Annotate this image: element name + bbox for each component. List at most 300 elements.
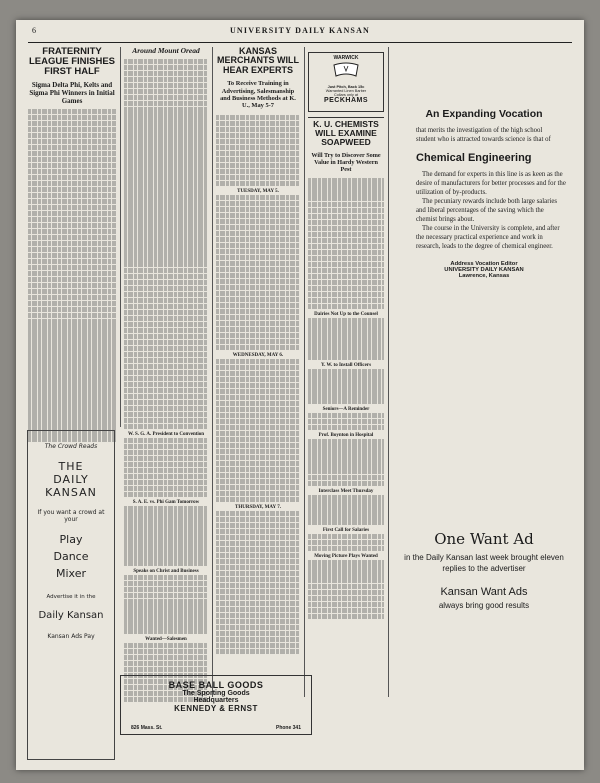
ad-base-line: Headquarters [193, 697, 239, 704]
schedule-day: TUESDAY, MAY 5. [237, 188, 279, 194]
text-line [28, 366, 116, 371]
text-line [216, 315, 300, 320]
ad-peckhams-line: WARWICK [333, 55, 359, 61]
deck-fraternity: Sigma Delta Phi, Kelts and Sigma Phi Winners in Initial Games [29, 80, 115, 105]
text-line [216, 583, 300, 588]
text-line [308, 274, 384, 279]
text-line [216, 377, 300, 382]
text-line [308, 608, 384, 613]
text-line [124, 136, 208, 141]
text-line [124, 71, 208, 76]
text-line [308, 286, 384, 291]
text-line [28, 151, 116, 156]
text-line [28, 354, 116, 359]
text-line [28, 348, 116, 353]
text-line [124, 166, 208, 171]
text-line [216, 643, 300, 648]
text-line [308, 614, 384, 619]
text-line [124, 480, 208, 485]
text-line [216, 637, 300, 642]
text-line [308, 457, 384, 462]
column-3 [216, 47, 300, 702]
text-line [308, 324, 384, 329]
text-line [124, 83, 208, 88]
text-line [308, 202, 384, 207]
text-line [124, 616, 208, 621]
text-line [124, 250, 208, 255]
text-line [308, 342, 384, 347]
text-line [124, 643, 208, 648]
ad-crowd-line: Mixer [55, 567, 86, 580]
paper-name: UNIVERSITY DAILY KANSAN [229, 26, 371, 35]
ad-daily-kansan-crowd [27, 430, 115, 760]
ad-crowd-line: Kansan Ads Pay [47, 633, 95, 640]
text-line [216, 219, 300, 224]
masthead-rule [28, 42, 572, 43]
text-line [124, 667, 208, 672]
text-line [308, 190, 384, 195]
text-line [216, 291, 300, 296]
text-line [216, 577, 300, 582]
text-line [28, 193, 116, 198]
text-line [216, 523, 300, 528]
text-line [308, 451, 384, 456]
text-line [28, 133, 116, 138]
text-line [216, 529, 300, 534]
text-line [216, 359, 300, 364]
text-line [216, 395, 300, 400]
column-1 [28, 47, 116, 442]
text-line [216, 485, 300, 490]
text-line [124, 112, 208, 117]
ad-peckhams-name: PECKHAMS [323, 97, 369, 104]
text-line [308, 560, 384, 565]
text-line [28, 181, 116, 186]
text-line [124, 256, 208, 261]
text-line [308, 386, 384, 391]
ad-crowd-line: Play [59, 533, 83, 546]
text-line [216, 145, 300, 150]
text-line [28, 253, 116, 258]
subhead: First Call for Salaries [322, 527, 370, 533]
text-line [124, 244, 208, 249]
text-line [124, 238, 208, 243]
text-line [124, 142, 208, 147]
text-line [216, 175, 300, 180]
text-line [124, 536, 208, 541]
ad-base-line: KENNEDY & ERNST [174, 704, 258, 713]
text-line [28, 396, 116, 401]
text-line [124, 649, 208, 654]
text-line [28, 265, 116, 270]
text-line [28, 259, 116, 264]
text-line [28, 324, 116, 329]
text-line [124, 524, 208, 529]
masthead [16, 24, 584, 40]
text-line [124, 346, 208, 351]
text-line [216, 225, 300, 230]
text-line [308, 519, 384, 524]
ad-baseball-goods [120, 675, 312, 735]
text-line [308, 481, 384, 486]
text-line [308, 463, 384, 468]
newspaper-page [16, 20, 584, 770]
text-line [124, 492, 208, 497]
text-line [124, 190, 208, 195]
text-line [216, 213, 300, 218]
ad-want-big: One Want Ad [434, 530, 534, 548]
text-line [28, 163, 116, 168]
text-line [308, 475, 384, 480]
text-line [124, 196, 208, 201]
ad-want-ad [394, 530, 574, 665]
text-line [216, 249, 300, 254]
text-line [308, 262, 384, 267]
text-line [308, 566, 384, 571]
text-line [124, 456, 208, 461]
text-line [308, 546, 384, 551]
text-line [28, 330, 116, 335]
text-line [216, 297, 300, 302]
text-line [28, 307, 116, 312]
text-line [216, 631, 300, 636]
ad-peckhams [308, 52, 384, 112]
collar-icon [331, 62, 361, 80]
text-line [28, 229, 116, 234]
text-line [124, 622, 208, 627]
text-line [28, 420, 116, 425]
ad-crowd-line: Daily Kansan [38, 610, 104, 621]
text-line [124, 444, 208, 449]
text-line [308, 214, 384, 219]
text-line [28, 342, 116, 347]
text-line [124, 364, 208, 369]
text-line [124, 101, 208, 106]
text-line [124, 530, 208, 535]
text-line [308, 596, 384, 601]
text-line [308, 330, 384, 335]
text-line [28, 313, 116, 318]
ad-chem-intro: that merits the investigation of the high school student who is attracted towards science is that of [416, 127, 551, 143]
text-line [216, 181, 300, 186]
text-line [216, 601, 300, 606]
text-line [124, 232, 208, 237]
text-line [28, 414, 116, 419]
text-line [124, 542, 208, 547]
ad-chem-title: Chemical Engineering [416, 152, 532, 164]
page-number: 6 [32, 26, 38, 35]
text-line [216, 425, 300, 430]
text-line [216, 195, 300, 200]
text-line [124, 358, 208, 363]
text-line [28, 390, 116, 395]
text-line [124, 352, 208, 357]
text-line [308, 590, 384, 595]
text-line [124, 599, 208, 604]
schedule-day: WEDNESDAY, MAY 6. [232, 352, 284, 358]
headline-fraternity: FRATERNITY LEAGUE FINISHES FIRST HALF [28, 47, 116, 77]
text-line [216, 517, 300, 522]
text-line [124, 124, 208, 129]
text-line [124, 202, 208, 207]
text-line [124, 226, 208, 231]
subhead: S. A. E. vs. Phi Gam Tomorrow [132, 500, 200, 506]
text-line [124, 154, 208, 159]
ad-want-big2: Kansan Want Ads [440, 586, 528, 598]
text-line [308, 419, 384, 424]
headline-merchants: KANSAS MERCHANTS WILL HEAR EXPERTS [217, 47, 299, 75]
text-line [216, 547, 300, 552]
text-line [124, 628, 208, 633]
text-line [124, 340, 208, 345]
text-line [308, 578, 384, 583]
text-line [216, 201, 300, 206]
text-line [216, 237, 300, 242]
text-line [308, 513, 384, 518]
text-line [308, 469, 384, 474]
text-line [216, 497, 300, 502]
text-line [124, 160, 208, 165]
text-line [124, 292, 208, 297]
text-line [216, 443, 300, 448]
text-line [308, 238, 384, 243]
text-line [308, 495, 384, 500]
text-line [216, 613, 300, 618]
text-line [216, 371, 300, 376]
text-line [28, 205, 116, 210]
text-line [308, 280, 384, 285]
text-line [216, 479, 300, 484]
text-line [124, 208, 208, 213]
text-line [124, 418, 208, 423]
text-line [124, 184, 208, 189]
text-line [308, 244, 384, 249]
text-line [28, 295, 116, 300]
text-line [28, 289, 116, 294]
text-line [124, 486, 208, 491]
text-line [308, 534, 384, 539]
text-line [124, 468, 208, 473]
text-line [28, 283, 116, 288]
column-divider [304, 47, 305, 697]
text-line [216, 345, 300, 350]
text-line [124, 298, 208, 303]
text-line [124, 438, 208, 443]
headline-mount-oread: Around Mount Oread [132, 47, 200, 55]
subhead: Moving Picture Plays Wanted [314, 554, 378, 560]
ad-crowd-line: Dance [53, 550, 89, 563]
text-line [308, 501, 384, 506]
text-line [28, 241, 116, 246]
text-line [308, 232, 384, 237]
text-line [28, 187, 116, 192]
text-line [124, 280, 208, 285]
text-line [124, 268, 208, 273]
text-line [124, 214, 208, 219]
ad-chemical-engineering [394, 56, 574, 326]
ad-chem-address: UNIVERSITY DAILY KANSAN [444, 267, 524, 273]
column-4 [308, 117, 384, 702]
ad-peckhams-line: Collars only at [333, 93, 359, 97]
subhead: Wanted—Salesmen [145, 636, 187, 642]
text-line [216, 255, 300, 260]
text-line [308, 439, 384, 444]
text-line [28, 319, 116, 324]
subhead: Seniors—A Reminder [322, 406, 370, 412]
text-line [124, 65, 208, 70]
text-line [308, 268, 384, 273]
text-line [216, 595, 300, 600]
text-line [216, 273, 300, 278]
text-line [28, 336, 116, 341]
text-line [124, 412, 208, 417]
subhead: Prof. Boynton in Hospital [318, 433, 374, 439]
ad-crowd-line: If you want a crowd at your [37, 509, 105, 523]
text-line [308, 507, 384, 512]
text-line [124, 604, 208, 609]
article-body [124, 59, 208, 429]
text-line [216, 413, 300, 418]
ad-chem-kicker: An Expanding Vocation [425, 108, 543, 120]
text-line [308, 220, 384, 225]
text-line [28, 247, 116, 252]
text-line [216, 467, 300, 472]
text-line [28, 217, 116, 222]
text-line [124, 304, 208, 309]
text-line [308, 540, 384, 545]
text-line [216, 133, 300, 138]
text-line [28, 271, 116, 276]
text-line [216, 157, 300, 162]
text-line [216, 401, 300, 406]
text-line [124, 512, 208, 517]
text-line [28, 115, 116, 120]
text-line [216, 327, 300, 332]
ad-chem-address: Address Vocation Editor [450, 261, 518, 267]
text-line [124, 262, 208, 267]
text-line [28, 127, 116, 132]
text-line [28, 402, 116, 407]
text-line [308, 184, 384, 189]
text-line [124, 661, 208, 666]
text-line [28, 175, 116, 180]
column-divider [388, 47, 389, 697]
ad-crowd-line: KANSAN [45, 486, 97, 499]
text-line [124, 506, 208, 511]
text-line [308, 298, 384, 303]
text-line [216, 419, 300, 424]
text-line [216, 541, 300, 546]
text-line [124, 560, 208, 565]
text-line [216, 625, 300, 630]
text-line [308, 602, 384, 607]
text-line [124, 370, 208, 375]
subhead: Interclass Meet Thursday [318, 489, 374, 495]
text-line [216, 571, 300, 576]
text-line [216, 267, 300, 272]
text-line [308, 380, 384, 385]
text-line [124, 554, 208, 559]
text-line [216, 115, 300, 120]
text-line [216, 169, 300, 174]
ad-chem-address: Lawrence, Kansas [458, 273, 510, 279]
column-2 [124, 47, 208, 702]
text-line [308, 398, 384, 403]
ad-peckhams-line: Warranted Linen Barber [325, 89, 367, 93]
ad-chem-p2: The pecuniary rewards include both large salaries and liberal percentages of the saving which the chemist brings about. [416, 198, 558, 223]
text-line [216, 607, 300, 612]
text-line [308, 392, 384, 397]
text-line [124, 220, 208, 225]
text-line [124, 400, 208, 405]
text-line [216, 449, 300, 454]
text-line [28, 223, 116, 228]
text-line [216, 535, 300, 540]
text-line [28, 360, 116, 365]
text-line [28, 139, 116, 144]
text-line [216, 309, 300, 314]
text-line [28, 169, 116, 174]
subhead: Y. W. to Install Officers [320, 362, 372, 368]
text-line [28, 199, 116, 204]
text-line [216, 333, 300, 338]
ad-base-phone: Phone 341 [275, 725, 301, 731]
text-line [216, 163, 300, 168]
text-line [216, 389, 300, 394]
text-line [28, 372, 116, 377]
ad-base-line: The Sporting Goods [182, 690, 250, 697]
ad-chem-p3: The course in the University is complete, and after the necessary practical experience and work in research, leads to the degree of chemical engineer. [416, 225, 560, 250]
text-line [124, 107, 208, 112]
text-line [216, 473, 300, 478]
text-line [124, 376, 208, 381]
text-line [28, 121, 116, 126]
text-line [216, 243, 300, 248]
text-line [124, 388, 208, 393]
text-line [28, 235, 116, 240]
article-body [28, 109, 116, 442]
text-line [216, 121, 300, 126]
text-line [124, 77, 208, 82]
ad-crowd-line: THE [58, 460, 84, 473]
text-line [124, 148, 208, 153]
text-line [124, 95, 208, 100]
text-line [28, 384, 116, 389]
text-line [124, 548, 208, 553]
text-line [216, 559, 300, 564]
text-line [216, 437, 300, 442]
ad-crowd-line: DAILY [53, 473, 89, 486]
text-line [124, 316, 208, 321]
text-line [308, 572, 384, 577]
text-line [308, 348, 384, 353]
text-line [124, 286, 208, 291]
text-line [308, 178, 384, 183]
text-line [124, 274, 208, 279]
text-line [216, 127, 300, 132]
ad-chem-p1: The demand for experts in this line is as keen as the desire of manufacturers for better processes and for the utilization of by-products. [416, 171, 566, 196]
text-line [216, 321, 300, 326]
text-line [124, 118, 208, 123]
deck-chemists: Will Try to Discover Some Value in Hardy Western Pest [311, 151, 381, 174]
text-line [124, 587, 208, 592]
text-line [308, 336, 384, 341]
ad-crowd-line: The Crowd Reads [44, 443, 98, 450]
column-divider [212, 47, 213, 697]
text-line [216, 365, 300, 370]
text-line [216, 207, 300, 212]
text-line [28, 157, 116, 162]
